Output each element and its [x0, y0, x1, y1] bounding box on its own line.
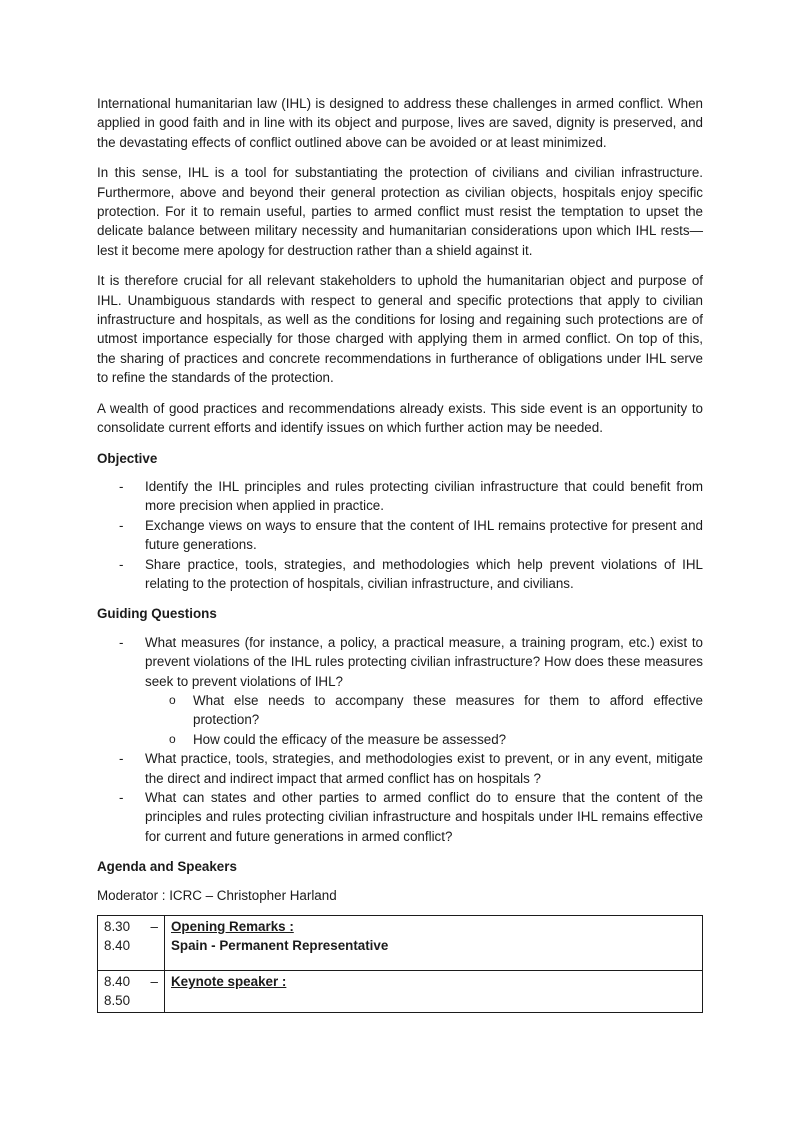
dash-bullet: -	[119, 751, 124, 767]
dash-bullet: -	[119, 517, 124, 533]
guiding-question	[97, 749, 703, 788]
dash-bullet: -	[119, 478, 124, 494]
time-range-dash: –	[150, 919, 158, 935]
objective-heading: Objective	[97, 450, 158, 466]
objective-item	[97, 477, 703, 516]
agenda-end-time: 8.50	[104, 993, 131, 1009]
time-range-dash: –	[150, 974, 158, 990]
agenda-time-cell	[98, 971, 165, 1013]
circle-bullet: o	[169, 692, 176, 707]
agenda-row	[98, 916, 703, 971]
intro-paragraph-4: A wealth of good practices and recommendations already exists. This side event is an opportunity to consolidate current efforts and identify issues on which further action may be needed.	[97, 400, 703, 436]
guiding-subquestion	[145, 730, 703, 749]
intro-paragraph-1: International humanitarian law (IHL) is designed to address these challenges in armed conflict. When applied in good faith and in line with its object and purpose, lives are saved, dignity is preserved, and the devastating effects of conflict outlined above can be avoided or at least minimized.	[97, 96, 703, 150]
guiding-question	[97, 633, 703, 749]
guiding-question-text: What measures (for instance, a policy, a practical measure, a training program, etc.) exist to prevent violations of the IHL rules protecting civilian infrastructure? How does these measures seek to prevent violations of IHL?	[145, 634, 703, 689]
intro-paragraph-2: In this sense, IHL is a tool for substantiating the protection of civilians and civilian infrastructure. Furthermore, above and beyond their general protection as civilian objects, hospitals enjoy specific protection. For it to remain useful, parties to armed conflict must resist the temptation to upset the delicate balance between military necessity and humanitarian considerations upon which IHL rests—lest it become mere apology for destruction rather than a shield against it.	[97, 165, 703, 258]
agenda-row	[98, 971, 703, 1013]
guiding-questions-list	[97, 633, 703, 846]
agenda-item-speaker: Spain - Permanent Representative	[171, 938, 389, 954]
agenda-content-cell	[165, 971, 703, 1013]
objective-item-text: Exchange views on ways to ensure that the content of IHL remains protective for present and future generations.	[145, 517, 703, 553]
circle-bullet: o	[169, 731, 176, 746]
dash-bullet: -	[119, 790, 124, 805]
objective-list	[97, 477, 703, 593]
objective-item	[97, 555, 703, 594]
agenda-table	[97, 915, 703, 1013]
agenda-time-cell	[98, 916, 165, 971]
agenda-item-title: Keynote speaker :	[171, 974, 287, 990]
dash-bullet: -	[119, 556, 124, 572]
objective-item-text: Identify the IHL principles and rules protecting civilian infrastructure that could benefit from more precision when applied in practice.	[145, 478, 703, 514]
agenda-content-cell	[165, 916, 703, 971]
agenda-start-time: 8.40	[104, 974, 131, 990]
guiding-question-text: What can states and other parties to armed conflict do to ensure that the content of the principles and rules protecting civilian infrastructure and hospitals under IHL remains effective for current and future generations in armed conflict?	[145, 790, 703, 844]
guiding-subquestion-list	[145, 691, 703, 749]
guiding-subquestion	[145, 691, 703, 730]
agenda-end-time: 8.40	[104, 938, 131, 954]
intro-paragraph-3: It is therefore crucial for all relevant stakeholders to uphold the humanitarian object and purpose of IHL. Unambiguous standards with respect to general and specific protections that apply to civilian infrastructure and hospitals, as well as the conditions for losing and regaining such protections are of utmost importance especially for those charged with applying them in armed conflict. On top of this, the sharing of practices and concrete recommendations in furtherance of obligations under IHL serve to refine the standards of the protection.	[97, 273, 703, 386]
guiding-question	[97, 788, 703, 846]
guiding-question-text: What practice, tools, strategies, and methodologies exist to prevent, or in any event, mitigate the direct and indirect impact that armed conflict has on hospitals ?	[145, 751, 703, 786]
agenda-heading: Agenda and Speakers	[97, 859, 237, 875]
moderator-line: Moderator : ICRC – Christopher Harland	[97, 887, 337, 903]
dash-bullet: -	[119, 634, 124, 650]
document-page	[97, 94, 703, 1013]
agenda-item-title: Opening Remarks :	[171, 919, 294, 935]
objective-item-text: Share practice, tools, strategies, and methodologies which help prevent violations of IHL relating to the protection of hospitals, civilian infrastructure, and civilians.	[145, 556, 703, 591]
guiding-subquestion-text: How could the efficacy of the measure be assessed?	[193, 731, 507, 747]
guiding-subquestion-text: What else needs to accompany these measures for them to afford effective protection?	[193, 692, 703, 728]
agenda-start-time: 8.30	[104, 919, 131, 935]
guiding-questions-heading: Guiding Questions	[97, 606, 217, 622]
objective-item	[97, 516, 703, 555]
